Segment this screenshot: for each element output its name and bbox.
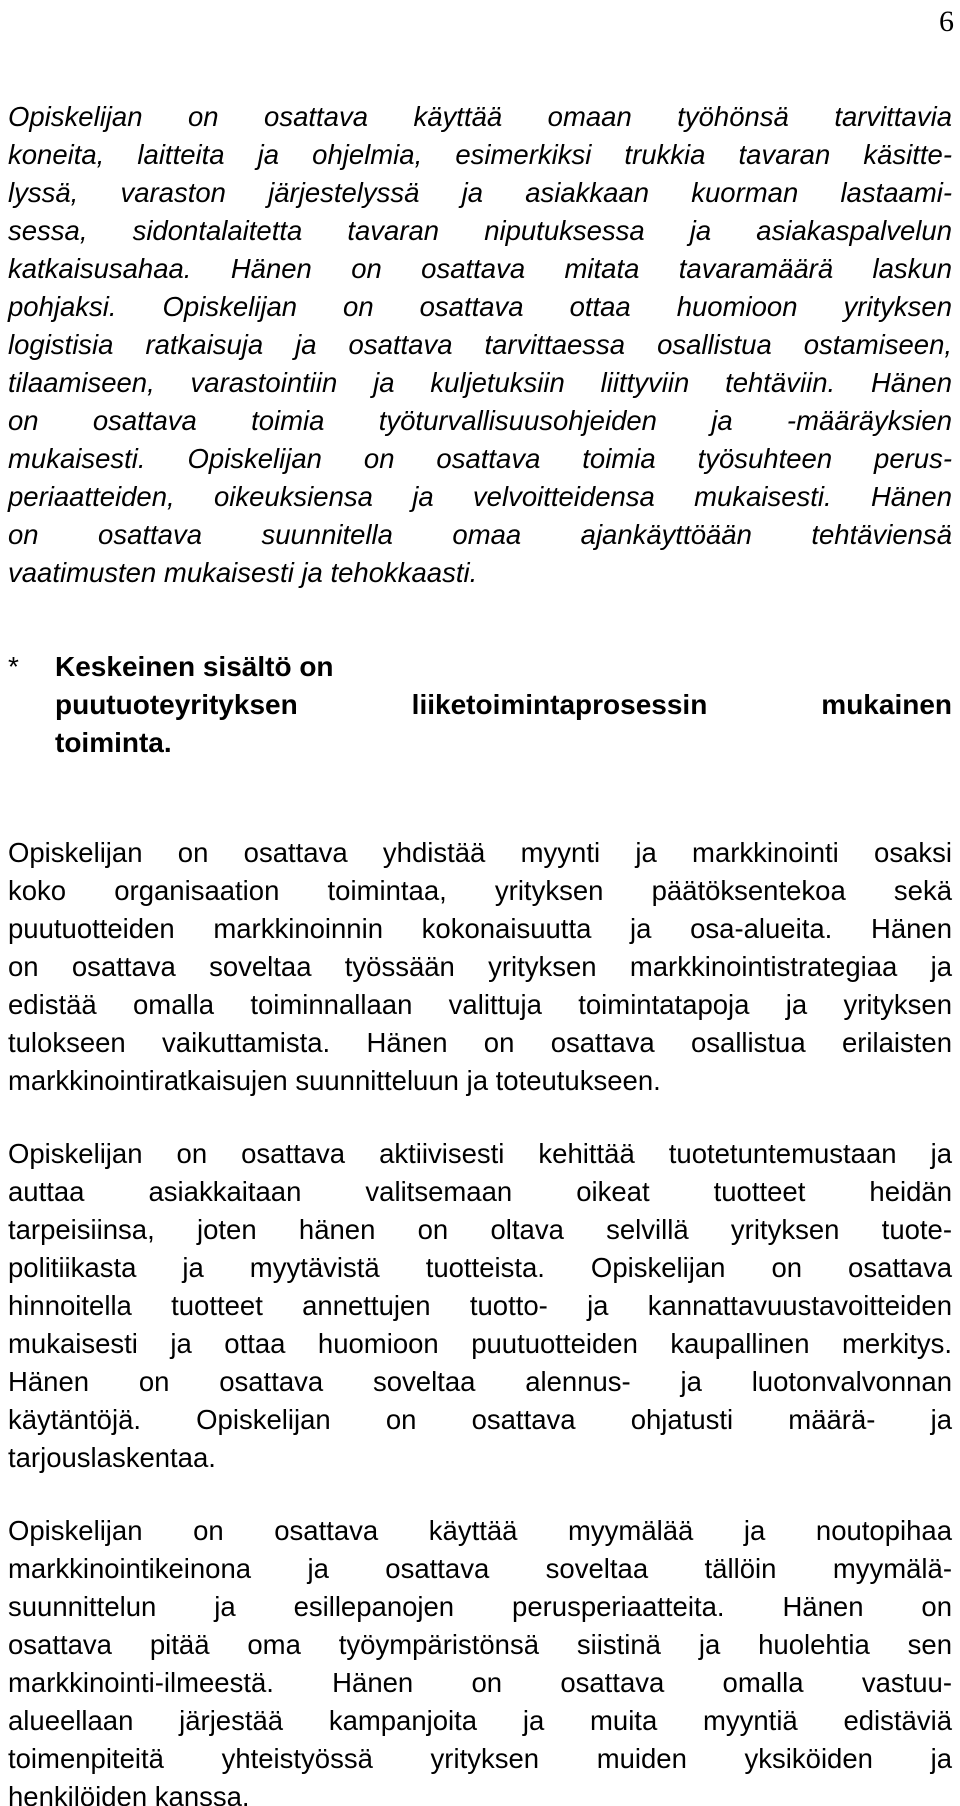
text-line: tarpeisiinsa, joten hänen on oltava selvillä yrityksen tuote- <box>8 1214 952 1245</box>
text-line: Opiskelijan on osattava yhdistää myynti ja markkinointi osaksi <box>8 837 952 868</box>
text-line: mukaisesti ja ottaa huomioon puutuotteiden kaupallinen merkitys. <box>8 1328 952 1359</box>
text-line: koneita, laitteita ja ohjelmia, esimerkiksi trukkia tavaran käsitte- <box>8 139 952 170</box>
text-line: tilaamiseen, varastointiin ja kuljetuksiin liittyviin tehtäviin. Hänen <box>8 367 952 398</box>
text-line: toimenpiteitä yhteistyössä yrityksen muiden yksiköiden ja <box>8 1743 952 1774</box>
text-line: hinnoitella tuotteet annettujen tuotto- ja kannattavuustavoitteiden <box>8 1290 952 1321</box>
text-line: vaatimusten mukaisesti ja tehokkaasti. <box>8 557 478 588</box>
text-line: on osattava toimia työturvallisuusohjeiden ja -määräyksien <box>8 405 952 436</box>
text-line: Opiskelijan on osattava aktiivisesti kehittää tuotetuntemustaan ja <box>8 1138 952 1169</box>
paragraph-work-tools <box>8 98 952 592</box>
text-line: osattava pitää oma työympäristönsä siistinä ja huolehtia sen <box>8 1629 952 1660</box>
page-number: 6 <box>939 5 954 38</box>
paragraph-product-knowledge <box>8 1135 952 1477</box>
text-line: tarjouslaskentaa. <box>8 1442 216 1473</box>
text-line: periaatteiden, oikeuksiensa ja velvoitteidensa mukaisesti. Hänen <box>8 481 952 512</box>
text-line: markkinointiratkaisujen suunnitteluun ja toteutukseen. <box>8 1065 661 1096</box>
text-line: edistää omalla toiminnallaan valittuja toimintatapoja ja yrityksen <box>8 989 952 1020</box>
text-line: auttaa asiakkaitaan valitsemaan oikeat tuotteet heidän <box>8 1176 952 1207</box>
text-line: puutuotteiden markkinoinnin kokonaisuutta ja osa-alueita. Hänen <box>8 913 952 944</box>
text-line: sessa, sidontalaitetta tavaran niputuksessa ja asiakaspalvelun <box>8 215 952 246</box>
text-line: logistisia ratkaisuja ja osattava tarvittaessa osallistua ostamiseen, <box>8 329 952 360</box>
text-line: on osattava soveltaa työssään yrityksen markkinointistrategiaa ja <box>8 951 952 982</box>
text-line: Hänen on osattava soveltaa alennus- ja luotonvalvonnan <box>8 1366 952 1397</box>
heading-line: Keskeinen sisältö on <box>55 651 334 682</box>
text-line: mukaisesti. Opiskelijan on osattava toimia työsuhteen perus- <box>8 443 952 474</box>
text-line: lyssä, varaston järjestelyssä ja asiakkaan kuorman lastaami- <box>8 177 952 208</box>
text-line: tulokseen vaikuttamista. Hänen on osattava osallistua erilaisten <box>8 1027 952 1058</box>
text-line: on osattava suunnitella omaa ajankäyttöään tehtäviensä <box>8 519 952 550</box>
bullet-marker: * <box>8 651 19 682</box>
text-line: käytäntöjä. Opiskelijan on osattava ohjatusti määrä- ja <box>8 1404 952 1435</box>
text-line: Opiskelijan on osattava käyttää myymälää ja noutopihaa <box>8 1515 952 1546</box>
text-line: katkaisusahaa. Hänen on osattava mitata tavaramäärä laskun <box>8 253 952 284</box>
heading-line: puutuoteyrityksen liiketoimintaprosessin mukainen <box>55 689 952 720</box>
text-line: koko organisaation toimintaa, yrityksen päätöksentekoa sekä <box>8 875 952 906</box>
text-line: markkinointi-ilmeestä. Hänen on osattava omalla vastuu- <box>8 1667 952 1698</box>
text-line: politiikasta ja myytävistä tuotteista. Opiskelijan on osattava <box>8 1252 952 1283</box>
paragraph-marketing <box>8 834 952 1100</box>
heading-line: toiminta. <box>55 727 172 758</box>
paragraph-store-marketing <box>8 1512 952 1806</box>
text-line: alueellaan järjestää kampanjoita ja muita myyntiä edistäviä <box>8 1705 952 1736</box>
text-line: Opiskelijan on osattava käyttää omaan työhönsä tarvittavia <box>8 101 952 132</box>
section-heading <box>8 648 952 762</box>
text-line: pohjaksi. Opiskelijan on osattava ottaa huomioon yrityksen <box>8 291 952 322</box>
text-line: suunnittelun ja esillepanojen perusperiaatteita. Hänen on <box>8 1591 952 1622</box>
heading-text <box>55 648 952 762</box>
text-line: henkilöiden kanssa. <box>8 1781 250 1806</box>
text-line: markkinointikeinona ja osattava soveltaa tällöin myymälä- <box>8 1553 952 1584</box>
